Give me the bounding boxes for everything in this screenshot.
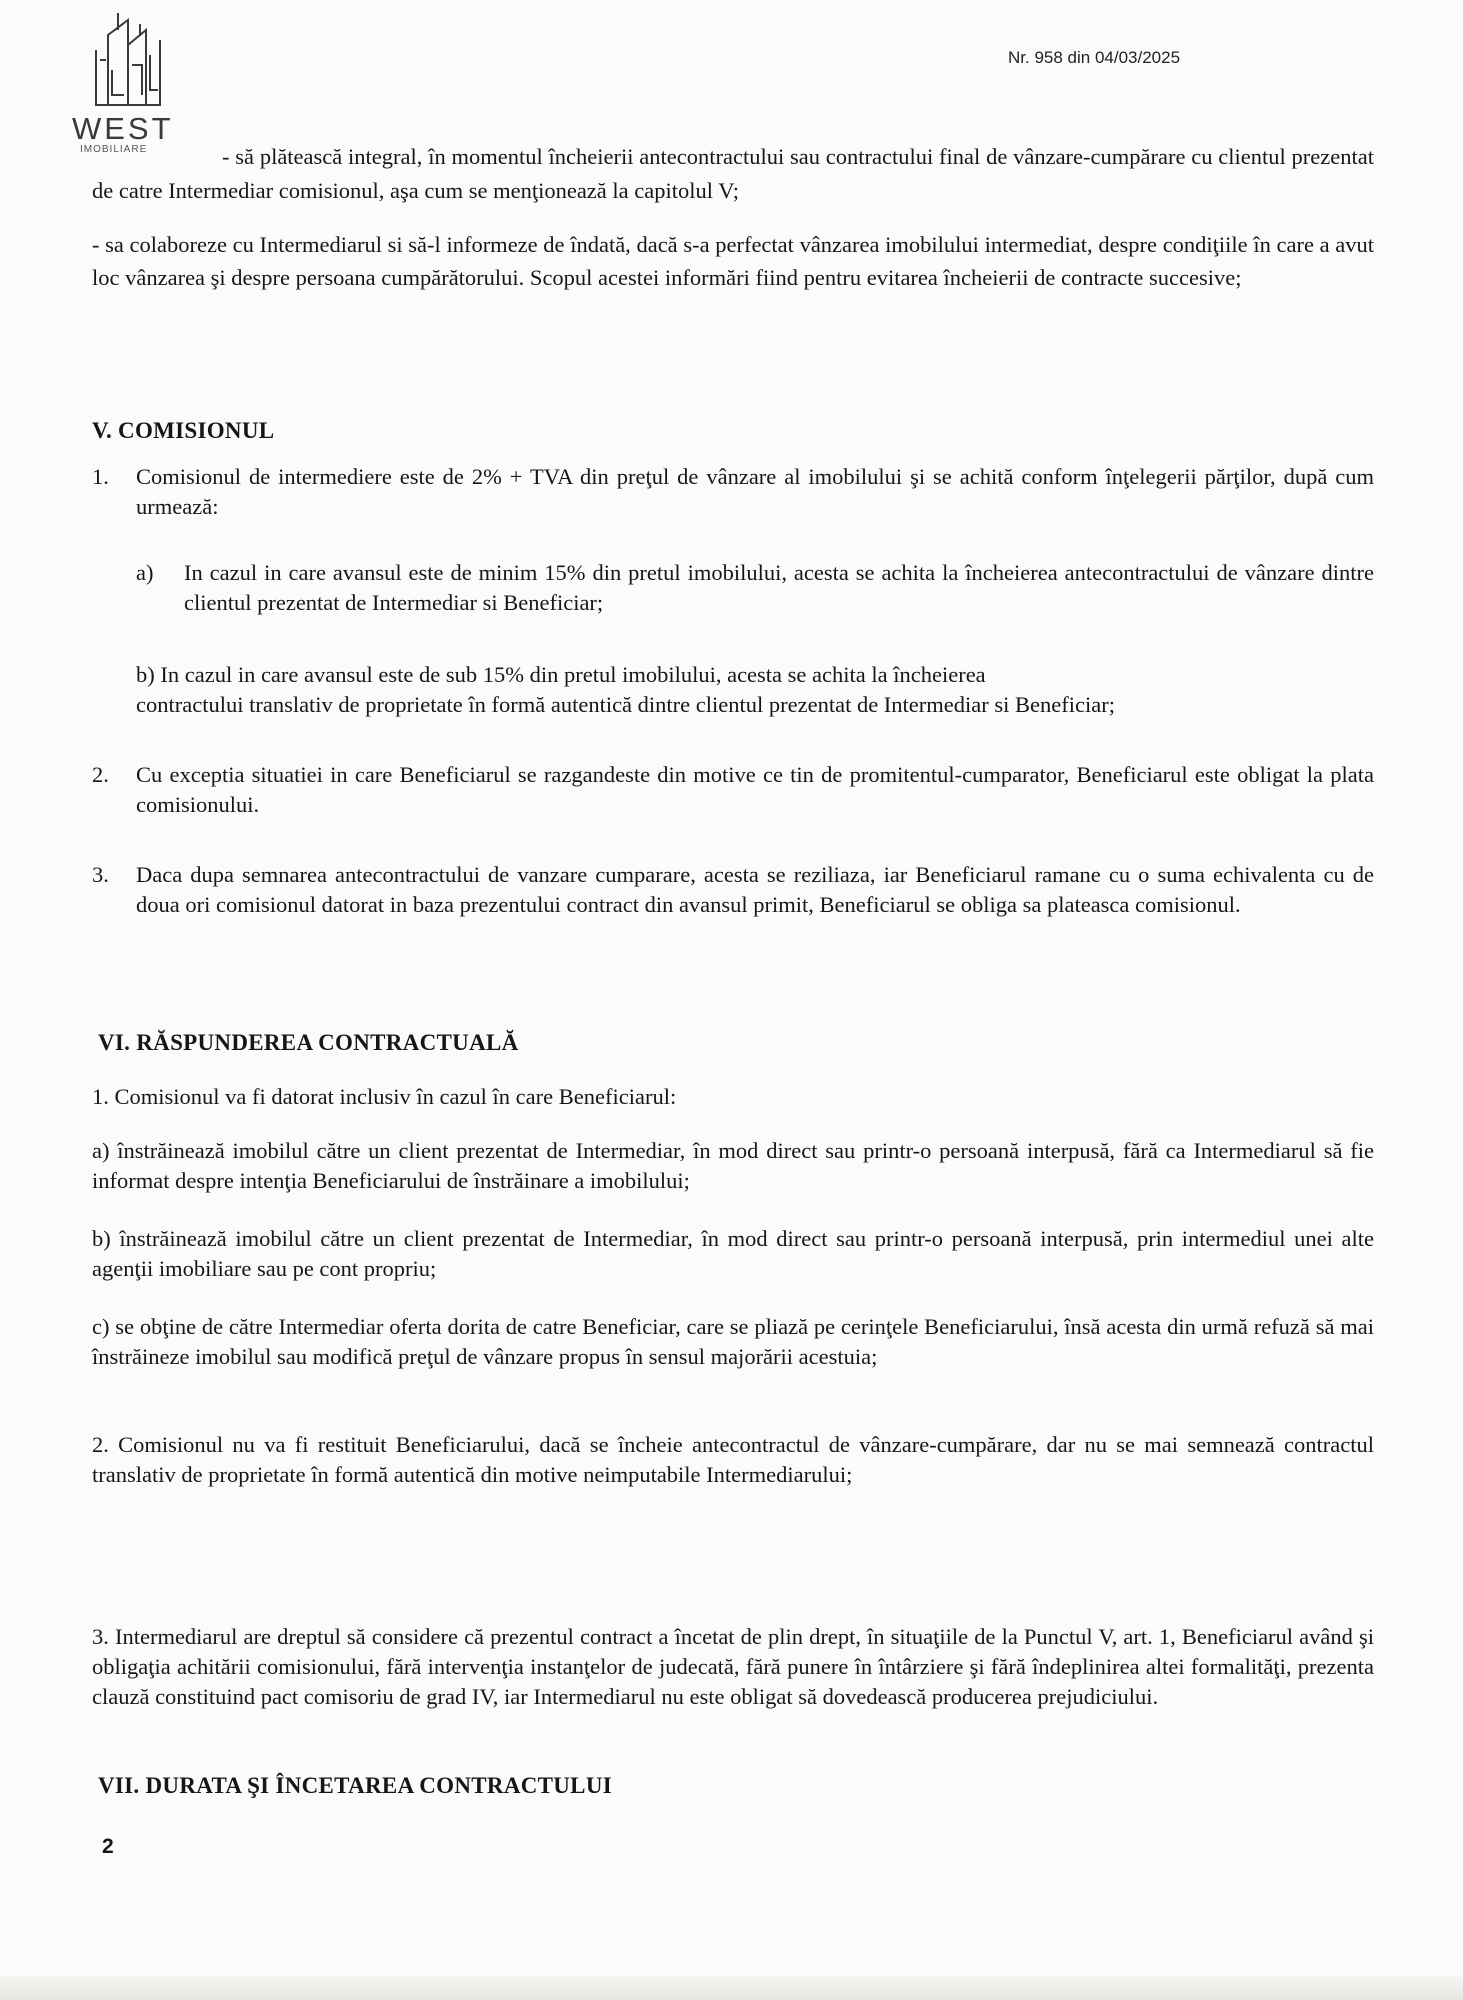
- document-number: Nr. 958 din 04/03/2025: [1008, 48, 1181, 67]
- section-6-title: VI. RĂSPUNDEREA CONTRACTUALĂ: [98, 1030, 519, 1055]
- logo-subtitle: IMOBILIARE: [80, 144, 148, 155]
- logo-wordmark: WEST: [72, 111, 174, 146]
- section-7-title: VII. DURATA ŞI ÎNCETAREA CONTRACTULUI: [98, 1773, 612, 1798]
- item-b-line-2: contractului translativ de proprietate în formă autentică dintre clientul prezentat de Intermediar si Beneficiar;: [136, 692, 1115, 717]
- item-b-line-1: b) In cazul in care avansul este de sub 15% din pretul imobilului, acesta se achita la încheierea: [136, 662, 986, 687]
- item-a-label: a): [136, 560, 154, 585]
- section-6-item-b: b) înstrăinează imobilul către un client prezentat de Intermediar, în mod direct sau printr-o persoană interpusă, prin intermediul unei alte agenţii imobiliare sau pe cont propriu;: [92, 1226, 1374, 1281]
- item-3-number: 3.: [92, 862, 109, 887]
- item-1-text: Comisionul de intermediere este de 2% + TVA din preţul de vânzare al imobilului şi se achită conform înţelegerii părţilor, după cum urmează:: [136, 464, 1374, 519]
- section-6-paragraph-3: 3. Intermediarul are dreptul să considere că prezentul contract a încetat de plin drept, în situaţiile de la Punctul V, art. 1, Beneficiarul având şi obligaţia achitării comisionului, fără intervenţia instanţelor de judecată, fără punere în întârziere şi fără îndeplinirea altei formalităţi, prezenta clauză constituind pact comisoriu de grad IV, iar Intermediarul nu este obligat să dovedească producerea prejudiciului.: [92, 1624, 1374, 1709]
- item-a-text: In cazul in care avansul este de minim 15% din pretul imobilului, acesta se achita la încheierea antecontractului de vânzare dintre clientul prezentat de Intermediar si Beneficiar;: [184, 560, 1374, 615]
- section-6-item-c: c) se obţine de către Intermediar oferta dorita de catre Beneficiar, care se pliază pe cerinţele Beneficiarului, însă acesta din urmă refuză să mai înstrăineze imobilul sau modifică preţul de vânzare propus în sensul majorării acestuia;: [92, 1314, 1374, 1369]
- building-logo-icon: [88, 10, 168, 110]
- intro-paragraph-2: - sa colaboreze cu Intermediarul si să-l informeze de îndată, dacă s-a perfectat vânzarea imobilului intermediat, despre condiţiile în care a avut loc vânzarea şi despre persoana cumpărătorului. Scopul acestei informări fiind pentru evitarea încheierii de contracte succesive;: [92, 232, 1374, 290]
- item-3-text: Daca dupa semnarea antecontractului de vanzare cumparare, acesta se reziliaza, iar Beneficiarul ramane cu o suma echivalenta cu de doua ori comisionul datorat in baza prezentului contract din avansul primit, Beneficiarul se obliga sa plateasca comisionul.: [136, 862, 1374, 917]
- page-number: 2: [102, 1835, 114, 1858]
- section-5-item-b: [136, 660, 1374, 720]
- section-5-title: V. COMISIONUL: [92, 418, 275, 443]
- section-6-paragraph-2: 2. Comisionul nu va fi restituit Beneficiarului, dacă se încheie antecontractul de vânzare-cumpărare, dar nu se mai semnează contractul translativ de proprietate în formă autentică din motive neimputabile Intermediarului;: [92, 1432, 1374, 1487]
- section-6-item-a: a) înstrăinează imobilul către un client prezentat de Intermediar, în mod direct sau printr-o persoană interpusă, fără ca Intermediarul să fie informat despre intenţia Beneficiarului de înstrăinare a imobilului;: [92, 1138, 1374, 1193]
- item-2-number: 2.: [92, 762, 109, 787]
- scan-edge: [0, 1975, 1463, 2000]
- item-1-number: 1.: [92, 464, 109, 489]
- intro-paragraph-1: - să plătească integral, în momentul încheierii antecontractului sau contractului final de vânzare-cumpărare cu clientul prezentat de catre Intermediar comisionul, aşa cum se menţionează la capitolul V;: [92, 144, 1374, 203]
- item-2-text: Cu exceptia situatiei in care Beneficiarul se razgandeste din motive ce tin de promitentul-cumparator, Beneficiarul este obligat la plata comisionului.: [136, 762, 1374, 817]
- section-6-paragraph-1: 1. Comisionul va fi datorat inclusiv în cazul în care Beneficiarul:: [92, 1084, 677, 1109]
